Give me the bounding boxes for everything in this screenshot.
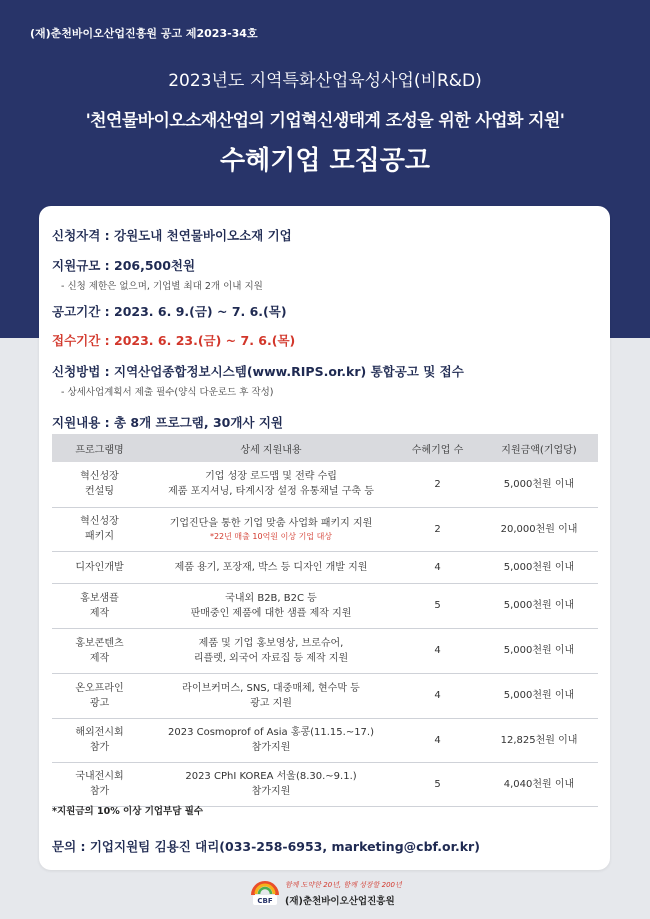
table-row: [52, 507, 598, 551]
support-content: 지원내용 : 총 8개 프로그램, 30개사 지원: [52, 415, 284, 430]
detail-text: 판매중인 제품에 대한 샘플 제작 지원: [190, 607, 352, 619]
count-cell: 4: [395, 673, 480, 718]
logo-text: CBF: [257, 897, 273, 905]
amount-cell: 5,000천원 이내: [480, 462, 598, 507]
program-name: 제작: [89, 652, 110, 664]
count-cell: 4: [395, 718, 480, 762]
program-name: 광고: [89, 697, 110, 709]
program-table: [52, 434, 598, 807]
program-name: 국내전시회: [75, 771, 124, 782]
eligibility: 신청자격 : 강원도내 천연물바이오소재 기업: [52, 228, 292, 243]
detail-cell: [147, 507, 395, 551]
program-name-cell: [52, 628, 147, 673]
program-name: 디자인개발: [75, 561, 124, 573]
program-subtitle: 2023년도 지역특화산업육성사업(비R&D): [168, 71, 482, 91]
program-name-cell: [52, 718, 147, 762]
program-name: 홍보콘텐츠: [75, 637, 124, 649]
detail-text: 기업진단을 통한 기업 맞춤 사업화 패키지 지원: [169, 517, 373, 529]
program-name: 패키지: [85, 531, 114, 542]
count-cell: 4: [395, 551, 480, 583]
detail-cell: [147, 583, 395, 628]
count-cell: 5: [395, 583, 480, 628]
amount-cell: 4,040천원 이내: [480, 762, 598, 806]
reception-period: 접수기간 : 2023. 6. 23.(금) ~ 7. 6.(목): [52, 333, 296, 348]
amount-cell: 5,000천원 이내: [480, 628, 598, 673]
detail-text: 2023 Cosmoprof of Asia 홍콩(11.15.~17.): [167, 727, 375, 738]
detail-text: 참가지원: [251, 786, 291, 797]
detail-cell: [147, 551, 395, 583]
table-row: [52, 718, 598, 762]
page-title: 수혜기업 모집공고: [220, 146, 430, 176]
count-cell: 5: [395, 762, 480, 806]
program-name-cell: [52, 551, 147, 583]
table-row: [52, 462, 598, 507]
project-title: '천연물바이오소재산업의 기업혁신생태계 조성을 위한 사업화 지원': [85, 111, 565, 131]
count-cell: 4: [395, 628, 480, 673]
detail-text: 2023 CPhI KOREA 서울(8.30.~9.1.): [185, 771, 357, 782]
org-name: (재)춘천바이오산업진흥원: [285, 896, 395, 907]
detail-text: 기업 성장 로드맵 및 전략 수립: [205, 471, 337, 483]
detail-text: 제품 및 기업 홍보영상, 브로슈어,: [198, 637, 344, 649]
program-name: 컨설팅: [85, 486, 114, 498]
detail-text: 라이브커머스, SNS, 대중매체, 현수막 등: [182, 682, 360, 694]
program-name: 참가: [89, 786, 110, 797]
program-name: 제작: [89, 607, 110, 619]
program-name: 참가: [89, 742, 110, 753]
amount-cell: 20,000천원 이내: [480, 507, 598, 551]
program-name: 혁신성장: [80, 516, 119, 527]
notice-period: 공고기간 : 2023. 6. 9.(금) ~ 7. 6.(목): [52, 304, 287, 319]
amount-cell: 5,000천원 이내: [480, 673, 598, 718]
detail-text: 국내외 B2B, B2C 등: [225, 592, 317, 604]
contribution-note: *지원금의 10% 이상 기업부담 필수: [52, 806, 204, 817]
col-header: 프로그램명: [52, 434, 147, 462]
program-name: 온오프라인: [75, 682, 124, 694]
detail-cell: [147, 628, 395, 673]
program-name-cell: [52, 583, 147, 628]
detail-text: 제품 포지셔닝, 타계시장 설정 유통채널 구축 등: [168, 486, 374, 498]
detail-text: 참가지원: [251, 742, 291, 753]
detail-text: 제품 용기, 포장재, 박스 등 디자인 개발 지원: [174, 561, 368, 573]
col-header: 수혜기업 수: [395, 434, 480, 462]
program-name-cell: [52, 507, 147, 551]
program-name: 홍보샘플: [80, 592, 119, 604]
program-name: 혁신성장: [80, 471, 119, 483]
program-name-cell: [52, 673, 147, 718]
application-method-note: - 상세사업계획서 제출 필수(양식 다운로드 후 작성): [61, 387, 274, 398]
contact-info: 문의 : 기업지원팀 김용진 대리(033-258-6953, marketing@cbf.or.kr): [52, 839, 480, 854]
count-cell: 2: [395, 462, 480, 507]
eligibility-note: *22년 매출 10억원 이상 기업 대상: [209, 531, 333, 541]
amount-cell: 5,000천원 이내: [480, 551, 598, 583]
notice-number: (재)춘천바이오산업진흥원 공고 제2023-34호: [30, 27, 258, 40]
program-name: 해외전시회: [75, 727, 124, 738]
detail-cell: [147, 762, 395, 806]
col-header: 지원금액(기업당): [480, 434, 598, 462]
program-name-cell: [52, 462, 147, 507]
detail-cell: [147, 718, 395, 762]
support-scale: 지원규모 : 206,500천원: [52, 258, 196, 273]
slogan: 함께 도약한 20년, 함께 성장할 200년: [285, 881, 402, 889]
detail-cell: [147, 462, 395, 507]
table-row: [52, 628, 598, 673]
cbf-logo-icon: [250, 878, 280, 908]
detail-cell: [147, 673, 395, 718]
amount-cell: 5,000천원 이내: [480, 583, 598, 628]
footer-logo-area: [250, 876, 410, 910]
table-row: [52, 762, 598, 806]
application-method: 신청방법 : 지역산업종합정보시스템(www.RIPS.or.kr) 통합공고 및 접수: [52, 364, 464, 379]
notice-card: [39, 206, 610, 870]
detail-text: 리플렛, 외국어 자료집 등 제작 지원: [193, 652, 349, 664]
col-header: 상세 지원내용: [147, 434, 395, 462]
table-row: [52, 673, 598, 718]
table-row: [52, 551, 598, 583]
table-row: [52, 583, 598, 628]
table-header-row: [52, 434, 598, 462]
count-cell: 2: [395, 507, 480, 551]
program-name-cell: [52, 762, 147, 806]
detail-text: 광고 지원: [250, 697, 292, 709]
amount-cell: 12,825천원 이내: [480, 718, 598, 762]
support-scale-note: - 신청 제한은 없으며, 기업별 최대 2개 이내 지원: [61, 281, 263, 292]
